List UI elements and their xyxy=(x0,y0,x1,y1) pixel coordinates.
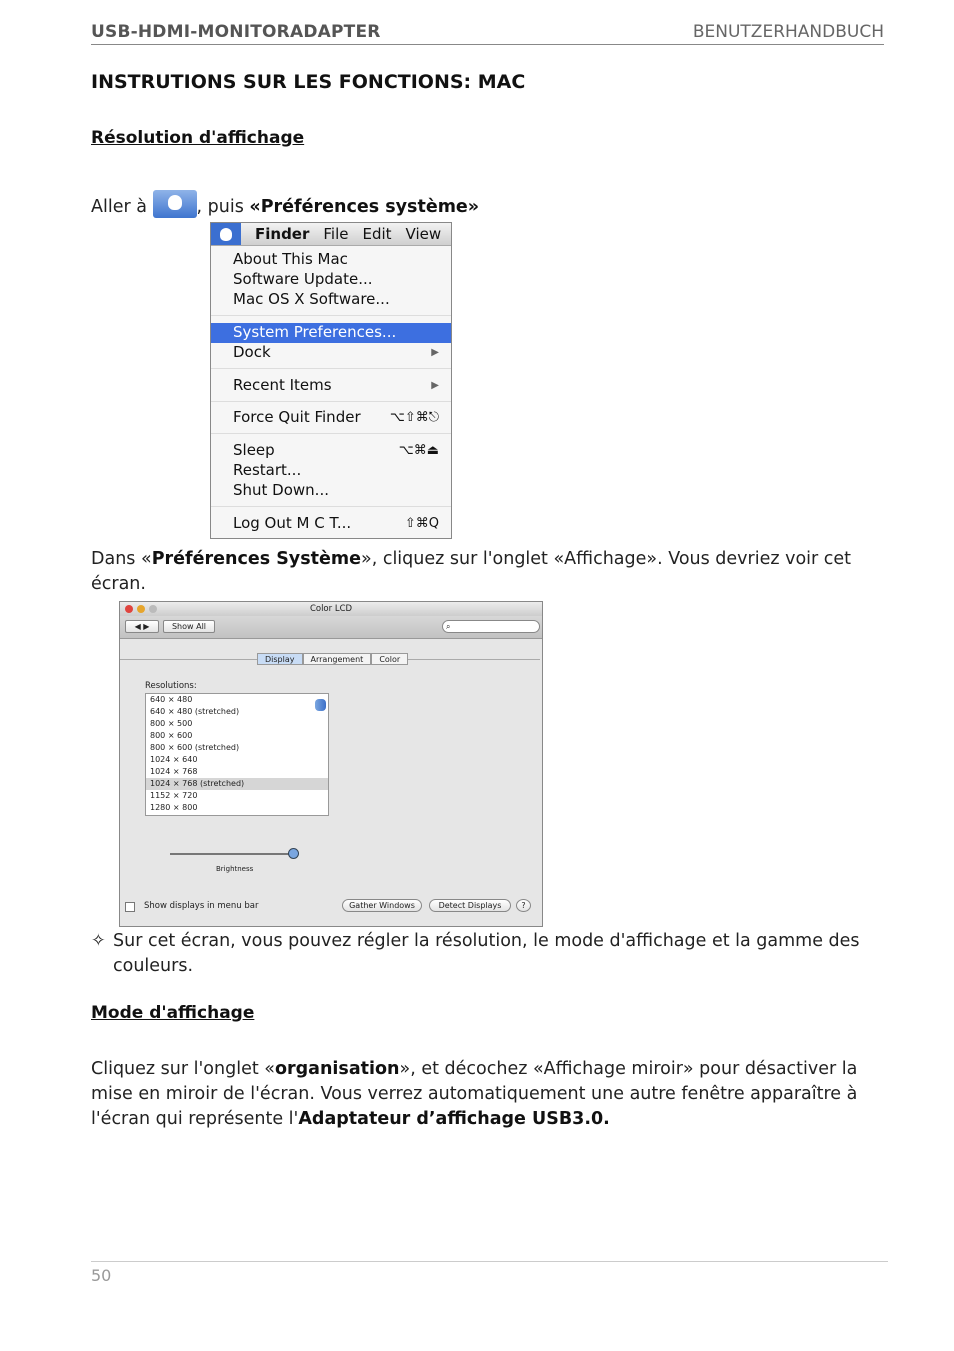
search-icon: ⌕ xyxy=(446,622,451,631)
window-titlebar xyxy=(120,602,542,616)
show-displays-label: Show displays in menu bar xyxy=(144,901,259,911)
apple-icon xyxy=(153,190,197,218)
resolutions-label: Resolutions: xyxy=(145,681,197,691)
section-heading-display-mode: Mode d'affichage xyxy=(91,1003,255,1023)
para-dans xyxy=(91,547,881,597)
menu-separator xyxy=(211,506,451,507)
resolutions-list[interactable] xyxy=(145,693,329,816)
pref-tabs xyxy=(257,653,408,665)
window-title: Color LCD xyxy=(309,604,353,614)
brightness-label: Brightness xyxy=(216,865,254,873)
apple-menu-icon[interactable] xyxy=(211,223,241,245)
menu-finder[interactable]: Finder xyxy=(255,225,310,243)
menu-item-shut-down[interactable]: Shut Down... xyxy=(233,481,329,499)
menu-item-mac-os-software[interactable]: Mac OS X Software... xyxy=(233,290,390,308)
list-item[interactable]: 1024 × 640 xyxy=(150,755,198,764)
footer-divider xyxy=(91,1261,888,1262)
menu-item-about[interactable]: About This Mac xyxy=(233,250,348,268)
goto-bold: «Préférences système» xyxy=(249,197,480,217)
menu-item-log-out[interactable]: Log Out M C T... xyxy=(233,514,352,532)
shortcut-sleep: ⌥⌘⏏ xyxy=(398,443,439,458)
menu-item-force-quit[interactable]: Force Quit Finder xyxy=(233,408,361,426)
submenu-arrow-icon: ▶ xyxy=(431,347,439,358)
menu-item-recent-items[interactable]: Recent Items xyxy=(233,376,332,394)
menu-item-dock[interactable]: Dock xyxy=(233,343,271,361)
search-input[interactable] xyxy=(442,620,540,633)
list-item[interactable]: 1280 × 800 xyxy=(150,803,198,812)
menu-item-system-preferences[interactable]: System Preferences... xyxy=(233,323,397,341)
submenu-arrow-icon: ▶ xyxy=(431,380,439,391)
page-title: INSTRUTIONS SUR LES FONCTIONS: MAC xyxy=(91,71,526,93)
list-item[interactable]: 1152 × 720 xyxy=(150,791,198,800)
para-org-bold2: Adaptateur d’affichage USB3.0. xyxy=(298,1109,610,1129)
menu-separator xyxy=(211,401,451,402)
list-item[interactable]: 800 × 500 xyxy=(150,719,193,728)
menu-file[interactable]: File xyxy=(323,225,349,243)
header-right: BENUTZERHANDBUCH xyxy=(692,22,884,42)
display-preferences-window xyxy=(119,601,543,927)
para-organisation xyxy=(91,1057,891,1132)
goto-line xyxy=(91,190,479,220)
header-left: USB-HDMI-MONITORADAPTER xyxy=(91,22,381,42)
goto-mid: , puis xyxy=(196,197,250,217)
menu-item-software-update[interactable]: Software Update... xyxy=(233,270,373,288)
menu-separator xyxy=(211,368,451,369)
page-number: 50 xyxy=(91,1266,112,1285)
menu-item-restart[interactable]: Restart... xyxy=(233,461,302,479)
zoom-icon[interactable] xyxy=(149,605,157,613)
shortcut-log-out: ⇧⌘Q xyxy=(404,516,439,531)
para-dans-prefix: Dans « xyxy=(91,549,152,569)
list-item[interactable]: 1024 × 768 xyxy=(150,767,198,776)
list-item[interactable]: 800 × 600 (stretched) xyxy=(150,743,240,752)
tab-color[interactable]: Color xyxy=(371,653,408,665)
menu-view[interactable]: View xyxy=(405,225,442,243)
list-item[interactable]: 640 × 480 (stretched) xyxy=(150,707,240,716)
bullet-text: Sur cet écran, vous pouvez régler la résolution, le mode d'affichage et la gamme des couleurs. xyxy=(113,931,860,976)
close-icon[interactable] xyxy=(125,605,133,613)
help-button[interactable]: ? xyxy=(516,899,531,912)
list-item[interactable]: 640 × 480 xyxy=(150,695,193,704)
minimize-icon[interactable] xyxy=(137,605,145,613)
para-dans-suffix: », cliquez sur l'onglet «Affichage». Vous devriez voir cet écran. xyxy=(91,549,852,594)
section-heading-resolution: Résolution d'affichage xyxy=(91,128,305,148)
tab-display[interactable]: Display xyxy=(257,653,303,665)
menu-edit[interactable]: Edit xyxy=(362,225,392,243)
back-forward-buttons[interactable]: ◀ ▶ xyxy=(125,620,159,633)
show-displays-checkbox[interactable] xyxy=(125,902,135,912)
bullet-symbol: ✧ xyxy=(91,931,106,951)
para-dans-bold: Préférences Système xyxy=(151,549,361,569)
shortcut-force-quit: ⌥⇧⌘⎋ xyxy=(389,410,439,425)
window-toolbar xyxy=(120,616,542,639)
scrollbar[interactable] xyxy=(315,699,326,711)
menu-separator xyxy=(211,433,451,434)
header-divider xyxy=(91,44,884,45)
list-item[interactable]: 800 × 600 xyxy=(150,731,193,740)
finder-apple-menu xyxy=(210,222,452,539)
para-org-bold1: organisation xyxy=(274,1059,400,1079)
detect-displays-button[interactable]: Detect Displays xyxy=(429,899,511,912)
gather-windows-button[interactable]: Gather Windows xyxy=(342,899,422,912)
para-org-prefix: Cliquez sur l'onglet « xyxy=(91,1059,275,1079)
menu-bar xyxy=(211,223,451,246)
brightness-slider-knob[interactable] xyxy=(288,848,299,859)
brightness-slider-track[interactable] xyxy=(170,853,290,855)
menu-item-sleep[interactable]: Sleep xyxy=(233,441,275,459)
tab-arrangement[interactable]: Arrangement xyxy=(303,653,372,665)
show-all-button[interactable]: Show All xyxy=(163,620,215,633)
goto-prefix: Aller à xyxy=(91,197,147,217)
list-item-selected[interactable]: 1024 × 768 (stretched) xyxy=(146,778,328,790)
para-org-mid: », et décochez «Affichage miroir» pour désactiver la mise en miroir de l'écran. Vous verrez automatiquement une autre fenêtre apparaître à l'écran qui représente l' xyxy=(91,1059,858,1129)
menu-separator xyxy=(211,315,451,316)
